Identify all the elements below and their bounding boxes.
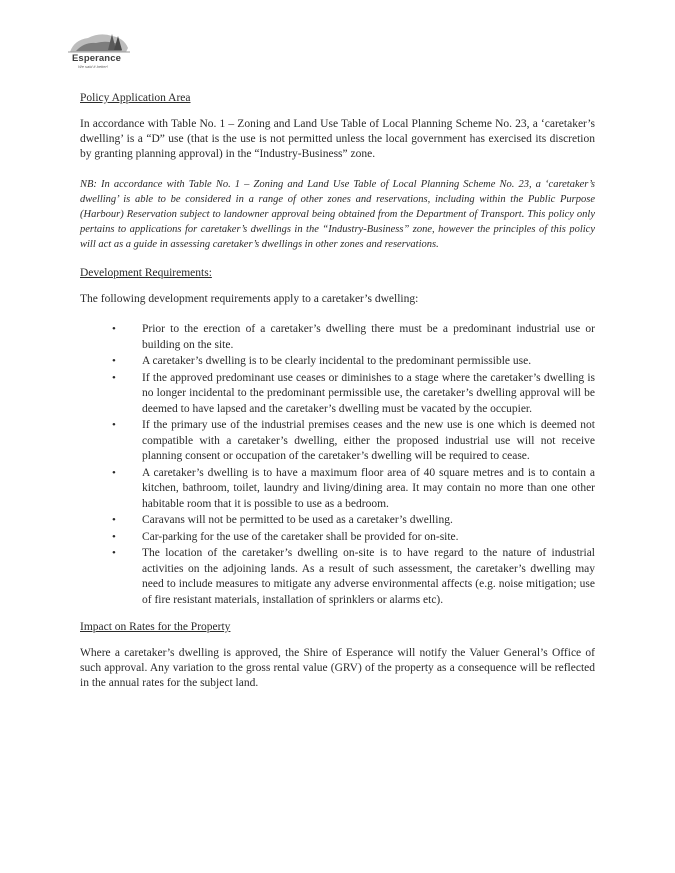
shire-logo — [66, 30, 132, 72]
policy-area-note: NB: In accordance with Table No. 1 – Zoning and Land Use Table of Local Planning Scheme No. 23, a ‘caretaker’s dwelling’ is able to be considered in a range of other zones and reservations, including within the Public Purpose (Harbour) Reservation subject to landowner approval being obtained from the Department of Transport. This policy only pertains to applications for caretaker’s dwellings in the “Industry-Business” zone, however the principles of this policy will act as a guide in assessing caretaker’s dwellings in other zones and reservations. — [80, 179, 595, 250]
bullet-icon: • — [112, 547, 116, 559]
bullet-icon: • — [112, 466, 116, 479]
policy-area-paragraph: In accordance with Table No. 1 – Zoning and Land Use Table of Local Planning Scheme No. 23, a ‘caretaker’s dwelling’ is a “D” use (that is the use is not permitted unless the local government has exercised its discretion by granting planning approval) in the “Industry-Business” zone. — [80, 118, 595, 160]
bullet-icon: • — [112, 323, 116, 335]
bullet-icon: • — [112, 530, 116, 543]
list-item: • A caretaker’s dwelling is to be clearly incidental to the predominant permissible use. — [80, 354, 595, 370]
section-heading-policy-area: Policy Application Area — [80, 92, 191, 104]
list-item: • Caravans will not be permitted to be used as a caretaker’s dwelling. — [80, 513, 595, 529]
list-item: • Car-parking for the use of the caretaker shall be provided for on-site. — [80, 530, 595, 546]
development-requirements-list — [80, 322, 595, 608]
bullet-icon: • — [112, 419, 116, 431]
bullet-icon: • — [112, 355, 116, 367]
section-heading-impact-on-rates: Impact on Rates for the Property — [80, 621, 231, 633]
bullet-icon: • — [112, 514, 116, 526]
logo-tagline: We said it better! — [78, 64, 108, 69]
development-requirements-intro: The following development requirements apply to a caretaker’s dwelling: — [80, 293, 419, 305]
logo-name: Esperance — [72, 53, 121, 64]
bullet-icon: • — [112, 371, 116, 384]
impact-on-rates-paragraph: Where a caretaker’s dwelling is approved, the Shire of Esperance will notify the Valuer General’s Office of such approval. Any variation to the gross rental value (GRV) of the property as a consequence will be reflected in the annual rates for the subject land. — [80, 647, 595, 689]
policy-content — [80, 92, 595, 706]
list-item: • A caretaker’s dwelling is to have a maximum floor area of 40 square metres and is to contain a kitchen, bathroom, toilet, laundry and living/dining area. It may contain no more than one other habitable room that it is possible to use as a bedroom. — [112, 466, 595, 510]
list-item: • The location of the caretaker’s dwelling on-site is to have regard to the nature of industrial activities on the adjoining lands. As a result of such assessment, the caretaker’s dwelling may need to include measures to mitigate any adverse environmental affects (e.g. noise mitigation; use of fire resistant materials, installation of sprinklers or alarms etc). — [112, 547, 595, 606]
list-item: • If the primary use of the industrial premises ceases and the new use is one which is deemed not compatible with a caretaker’s dwelling, either the proposed industrial use will not receive planning consent or occupation of the caretaker’s dwelling will be required to cease. — [112, 419, 595, 462]
list-item: • Prior to the erection of a caretaker’s dwelling there must be a predominant industrial use or building on the site. — [112, 323, 595, 351]
list-item: • If the approved predominant use ceases or diminishes to a stage where the caretaker’s dwelling is no longer incidental to the predominant permissible use, the caretaker’s dwelling approval will be deemed to have lapsed and the caretaker’s dwelling must be vacated by the occupier. — [112, 371, 595, 415]
section-heading-development-requirements: Development Requirements: — [80, 267, 212, 279]
